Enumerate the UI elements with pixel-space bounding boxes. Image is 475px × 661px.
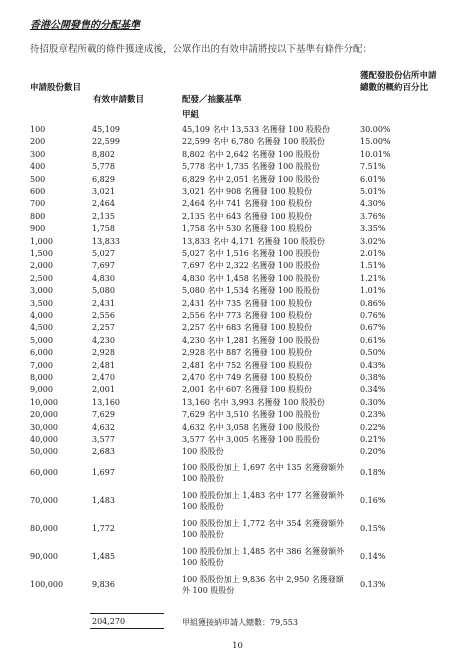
valid-applications-cell: 3,021 (92, 187, 115, 196)
pool-a-total-note: 甲組獲接納申請人總數：79,553 (182, 618, 298, 627)
allocation-basis-line: 45,109 名中 13,533 名獲發 100 股股份 (182, 125, 330, 134)
allocation-basis-cell (182, 260, 354, 271)
allocation-basis-line: 13,833 名中 4,171 名獲發 100 股股份 (182, 236, 325, 246)
allocation-basis-line: 2,431 名中 735 名獲發 100 股股份 (182, 298, 313, 308)
allocation-basis-cell (182, 285, 354, 296)
allocation-basis-cell (182, 434, 354, 445)
units-applied-cell: 3,000 (30, 286, 53, 296)
units-applied-cell: 20,000 (30, 410, 58, 420)
percentage-cell: 0.13% (360, 580, 386, 590)
allocation-basis-line: 100 股股份加上 1,483 名中 177 名獲發額外 (182, 491, 345, 501)
percentage-cell: 0.86% (360, 298, 386, 308)
percentage-cell: 4.30% (360, 199, 386, 209)
valid-applications-cell: 2,556 (92, 311, 115, 320)
valid-applications-cell: 13,833 (92, 236, 120, 246)
percentage-cell: 15.00% (360, 137, 391, 147)
header-percentage: 獲配發股份佔所申請總數的概約百分比 (360, 71, 437, 93)
percentage-cell: 0.43% (360, 360, 386, 370)
allocation-basis-line: 外 100 股股份 (182, 586, 235, 596)
allocation-basis-line: 2,135 名中 643 名獲發 100 股股份 (182, 211, 313, 221)
units-applied-cell: 2,500 (30, 273, 53, 283)
section-title: 香港公開發售的分配基準 (30, 20, 140, 31)
valid-applications-cell: 2,431 (92, 298, 115, 308)
allocation-basis-cell (182, 174, 354, 185)
allocation-basis-cell (182, 322, 354, 333)
valid-applications-cell: 2,464 (92, 199, 115, 209)
valid-applications-cell: 8,802 (92, 149, 115, 159)
percentage-cell: 0.16% (360, 496, 386, 506)
valid-applications-cell: 2,470 (92, 373, 115, 382)
percentage-cell: 0.76% (360, 311, 386, 320)
valid-applications-cell: 22,599 (92, 137, 120, 147)
allocation-basis-line: 100 股股份 (182, 558, 224, 568)
percentage-cell: 30.00% (360, 125, 391, 134)
allocation-basis-cell (182, 198, 354, 209)
allocation-basis-cell (182, 310, 354, 321)
percentage-cell: 0.50% (360, 348, 386, 358)
valid-applications-cell: 2,683 (92, 447, 115, 457)
units-applied-cell: 6,000 (30, 348, 53, 358)
valid-applications-cell: 5,080 (92, 286, 115, 296)
allocation-basis-line: 2,257 名中 683 名獲發 100 股股份 (182, 323, 313, 333)
allocation-basis-cell (182, 273, 354, 284)
percentage-cell: 1.51% (360, 261, 386, 271)
header-allocation-basis: 配發／抽籤基準 (182, 95, 242, 105)
allocation-basis-cell (182, 360, 354, 371)
valid-applications-cell: 2,257 (92, 323, 115, 333)
allocation-basis-cell (182, 335, 354, 346)
allocation-basis-line: 2,556 名中 773 名獲發 100 股股份 (182, 311, 313, 320)
valid-applications-cell: 2,481 (92, 360, 115, 370)
valid-applications-cell: 6,829 (92, 174, 115, 184)
valid-applications-cell: 7,629 (92, 410, 115, 420)
valid-applications-cell: 5,778 (92, 162, 115, 172)
allocation-basis-cell (182, 149, 354, 160)
units-applied-cell: 10,000 (30, 397, 58, 407)
valid-applications-cell: 2,001 (92, 385, 115, 395)
valid-applications-cell: 4,230 (92, 335, 115, 345)
allocation-basis-cell (182, 347, 354, 358)
allocation-basis-cell (182, 161, 354, 172)
allocation-basis-line: 4,830 名中 1,458 名獲發 100 股股份 (182, 273, 320, 283)
percentage-cell: 5.01% (360, 187, 386, 196)
valid-applications-cell: 13,160 (92, 397, 120, 407)
valid-applications-cell: 45,109 (92, 125, 120, 134)
allocation-basis-cell (182, 384, 354, 395)
pool-a-label: 甲組 (182, 110, 200, 120)
allocation-basis-cell (182, 186, 354, 197)
units-applied-cell: 30,000 (30, 422, 58, 432)
header-units-applied: 申請股份數目 (30, 83, 82, 93)
units-applied-cell: 60,000 (30, 468, 58, 478)
units-applied-cell: 600 (30, 187, 46, 196)
allocation-basis-line: 3,021 名中 908 名獲發 100 股股份 (182, 187, 313, 196)
allocation-basis-line: 100 股股份加上 1,772 名中 354 名獲發額外 (182, 519, 345, 529)
allocation-basis-line: 2,928 名中 887 名獲發 100 股股份 (182, 348, 313, 358)
units-applied-cell: 90,000 (30, 552, 58, 562)
valid-applications-cell: 9,836 (92, 580, 115, 590)
units-applied-cell: 200 (30, 137, 46, 147)
allocation-basis-cell (182, 248, 354, 259)
allocation-basis-line: 100 股股份加上 1,697 名中 135 名獲發額外 (182, 463, 345, 473)
percentage-cell: 3.35% (360, 224, 386, 234)
valid-applications-cell: 1,485 (92, 552, 115, 562)
page-number: 10 (232, 641, 243, 651)
allocation-basis-cell (182, 518, 354, 540)
allocation-basis-cell (182, 446, 354, 457)
allocation-basis-cell (182, 124, 354, 135)
allocation-basis-cell (182, 211, 354, 222)
allocation-basis-line: 3,577 名中 3,005 名獲發 100 股股份 (182, 435, 320, 444)
percentage-cell: 0.14% (360, 552, 386, 562)
units-applied-cell: 50,000 (30, 447, 58, 457)
percentage-cell: 0.67% (360, 323, 386, 333)
units-applied-cell: 8,000 (30, 373, 53, 382)
units-applied-cell: 100 (30, 125, 46, 134)
units-applied-cell: 3,500 (30, 298, 53, 308)
allocation-basis-line: 100 股股份加上 9,836 名中 2,950 名獲發額 (182, 575, 344, 585)
allocation-basis-line: 6,829 名中 2,051 名獲發 100 股股份 (182, 174, 320, 184)
units-applied-cell: 40,000 (30, 435, 58, 444)
allocation-basis-cell (182, 397, 354, 408)
percentage-cell: 0.23% (360, 410, 386, 420)
total-rule-bottom (90, 628, 164, 629)
allocation-basis-cell (182, 462, 354, 484)
percentage-cell: 0.34% (360, 385, 386, 395)
valid-applications-cell: 3,577 (92, 435, 115, 444)
allocation-basis-line: 100 股股份 (182, 474, 224, 484)
units-applied-cell: 100,000 (30, 580, 64, 590)
percentage-cell: 0.30% (360, 397, 386, 407)
valid-applications-cell: 5,027 (92, 249, 115, 258)
allocation-basis-line: 7,697 名中 2,322 名獲發 100 股股份 (182, 261, 320, 271)
allocation-basis-line: 100 股股份 (182, 447, 224, 457)
percentage-cell: 3.76% (360, 211, 386, 221)
units-applied-cell: 700 (30, 199, 46, 209)
allocation-basis-cell (182, 298, 354, 309)
allocation-basis-line: 2,464 名中 741 名獲發 100 股股份 (182, 199, 313, 209)
percentage-cell: 0.20% (360, 447, 386, 457)
allocation-basis-line: 5,027 名中 1,516 名獲發 100 股股份 (182, 249, 320, 258)
units-applied-cell: 1,500 (30, 249, 53, 258)
allocation-basis-line: 8,802 名中 2,642 名獲發 100 股股份 (182, 149, 320, 159)
units-applied-cell: 4,000 (30, 311, 53, 320)
allocation-basis-line: 4,230 名中 1,281 名獲發 100 股股份 (182, 335, 320, 345)
units-applied-cell: 2,000 (30, 261, 53, 271)
allocation-basis-cell (182, 223, 354, 234)
valid-applications-cell: 1,772 (92, 524, 115, 534)
units-applied-cell: 300 (30, 149, 46, 159)
allocation-basis-line: 100 股股份加上 1,485 名中 386 名獲發額外 (182, 547, 345, 557)
units-applied-cell: 800 (30, 211, 46, 221)
allocation-basis-line: 2,001 名中 607 名獲發 100 股股份 (182, 385, 313, 395)
allocation-basis-line: 5,080 名中 1,534 名獲發 100 股股份 (182, 286, 320, 296)
units-applied-cell: 80,000 (30, 524, 58, 534)
valid-applications-cell: 1,697 (92, 468, 115, 478)
units-applied-cell: 900 (30, 224, 46, 234)
valid-applications-cell: 2,928 (92, 348, 115, 358)
units-applied-cell: 500 (30, 174, 46, 184)
allocation-basis-cell (182, 546, 354, 568)
allocation-basis-line: 1,758 名中 530 名獲發 100 股股份 (182, 224, 313, 234)
valid-applications-cell: 4,830 (92, 273, 115, 283)
units-applied-cell: 9,000 (30, 385, 53, 395)
percentage-cell: 1.21% (360, 273, 386, 283)
allocation-basis-line: 2,470 名中 749 名獲發 100 股股份 (182, 373, 313, 382)
allocation-basis-line: 4,632 名中 3,058 名獲發 100 股股份 (182, 422, 320, 432)
percentage-cell: 2.01% (360, 249, 386, 258)
units-applied-cell: 4,500 (30, 323, 53, 333)
allocation-basis-line: 13,160 名中 3,993 名獲發 100 股股份 (182, 397, 325, 407)
allocation-basis-line: 100 股股份 (182, 502, 224, 512)
units-applied-cell: 400 (30, 162, 46, 172)
valid-applications-cell: 2,135 (92, 211, 115, 221)
percentage-cell: 0.15% (360, 524, 386, 534)
allocation-basis-cell (182, 372, 354, 383)
valid-applications-cell: 7,697 (92, 261, 115, 271)
percentage-cell: 10.01% (360, 149, 391, 159)
allocation-basis-cell (182, 574, 354, 596)
allocation-basis-cell (182, 422, 354, 433)
allocation-basis-cell (182, 490, 354, 512)
allocation-basis-line: 22,599 名中 6,780 名獲發 100 股股份 (182, 137, 325, 147)
allocation-basis-cell (182, 136, 354, 147)
valid-applications-cell: 1,483 (92, 496, 115, 506)
intro-text: 待招股章程所載的條件獲達成後，公眾作出的有效申請將按以下基準有條件分配： (30, 44, 373, 55)
units-applied-cell: 1,000 (30, 236, 53, 246)
percentage-cell: 0.21% (360, 435, 386, 444)
header-valid-applications: 有效申請數目 (93, 95, 145, 105)
allocation-basis-line: 2,481 名中 752 名獲發 100 股股份 (182, 360, 313, 370)
valid-applications-cell: 1,758 (92, 224, 115, 234)
percentage-cell: 7.51% (360, 162, 386, 172)
valid-applications-cell: 4,632 (92, 422, 115, 432)
units-applied-cell: 5,000 (30, 335, 53, 345)
allocation-basis-cell (182, 409, 354, 420)
percentage-cell: 6.01% (360, 174, 386, 184)
allocation-basis-line: 7,629 名中 3,510 名獲發 100 股股份 (182, 410, 320, 420)
allocation-basis-cell (182, 236, 354, 247)
percentage-cell: 0.38% (360, 373, 386, 382)
percentage-cell: 0.61% (360, 335, 386, 345)
percentage-cell: 0.22% (360, 422, 386, 432)
allocation-basis-line: 5,778 名中 1,735 名獲發 100 股股份 (182, 162, 320, 172)
allocation-basis-line: 100 股股份 (182, 530, 224, 540)
percentage-cell: 1.01% (360, 286, 386, 296)
units-applied-cell: 7,000 (30, 360, 53, 370)
total-applications: 204,270 (92, 617, 126, 626)
units-applied-cell: 70,000 (30, 496, 58, 506)
percentage-cell: 0.18% (360, 468, 386, 478)
total-rule-top (90, 613, 164, 614)
percentage-cell: 3.02% (360, 236, 386, 246)
